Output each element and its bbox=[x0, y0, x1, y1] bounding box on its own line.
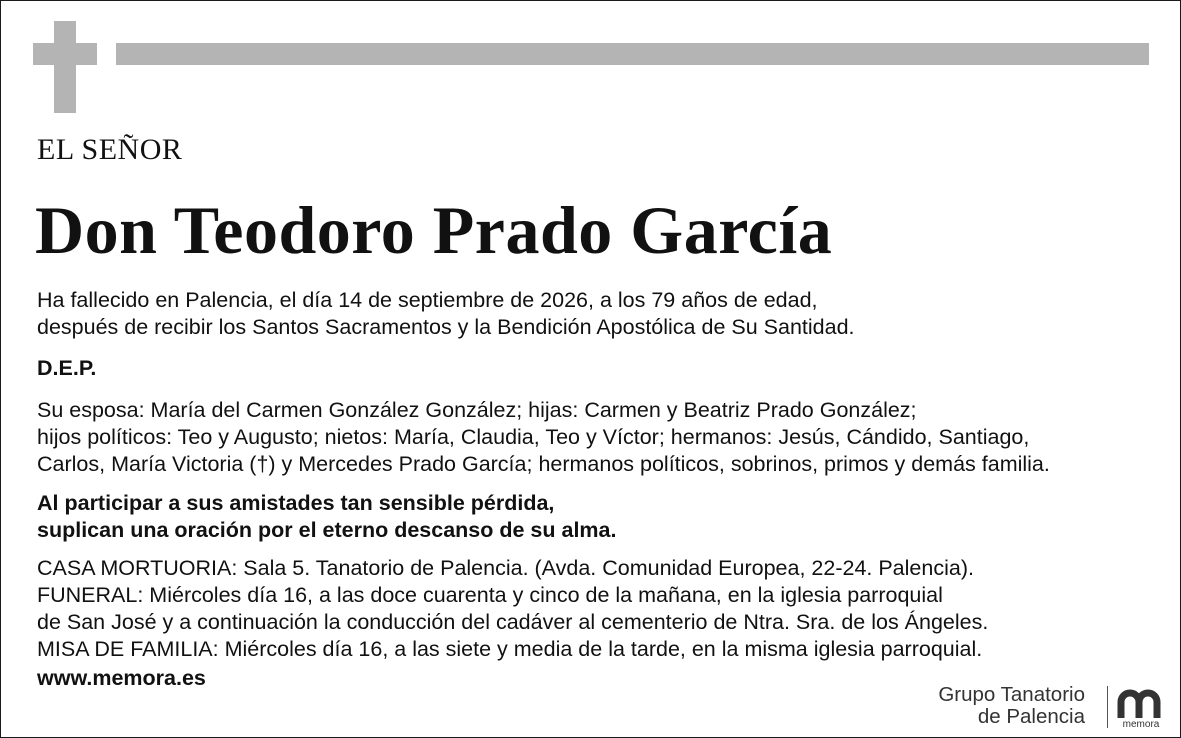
website-link[interactable]: www.memora.es bbox=[37, 666, 206, 690]
prayer-line: suplican una oración por el eterno descanso de su alma. bbox=[37, 518, 617, 542]
funeral-info bbox=[37, 555, 988, 663]
cross-icon bbox=[33, 21, 97, 113]
memora-m-logo-icon bbox=[1115, 686, 1167, 730]
brand-name: memora bbox=[1122, 719, 1160, 730]
funeral-home-logo bbox=[929, 684, 1169, 732]
death-line: después de recibir los Santos Sacramentos y la Bendición Apostólica de Su Santidad. bbox=[37, 315, 855, 339]
death-announcement bbox=[37, 287, 855, 341]
header-bar bbox=[116, 43, 1149, 65]
family-line: Carlos, María Victoria (†) y Mercedes Prado García; hermanos políticos, sobrinos, primos y demás familia. bbox=[37, 452, 1050, 476]
logo-line: Grupo Tanatorio bbox=[938, 683, 1085, 706]
deceased-name: Don Teodoro Prado García bbox=[35, 192, 833, 268]
death-line: Ha fallecido en Palencia, el día 14 de septiembre de 2026, a los 79 años de edad, bbox=[37, 288, 818, 312]
family-line: hijos políticos: Teo y Augusto; nietos: María, Claudia, Teo y Víctor; hermanos: Jesús, Cándido, Santiago, bbox=[37, 425, 1030, 449]
honorific: EL SEÑOR bbox=[37, 133, 183, 166]
info-line: de San José y a continuación la conducción del cadáver al cementerio de Ntra. Sra. de los Ángeles. bbox=[37, 610, 989, 634]
prayer-request bbox=[37, 490, 616, 544]
logo-divider bbox=[1107, 686, 1108, 728]
family-line: Su esposa: María del Carmen González González; hijas: Carmen y Beatriz Prado González; bbox=[37, 398, 917, 422]
logo-text bbox=[938, 684, 1085, 728]
prayer-line: Al participar a sus amistades tan sensible pérdida, bbox=[37, 491, 555, 515]
info-line: CASA MORTUORIA: Sala 5. Tanatorio de Palencia. (Avda. Comunidad Europea, 22-24. Palencia). bbox=[37, 556, 974, 580]
logo-line: de Palencia bbox=[977, 705, 1085, 728]
rip-label: D.E.P. bbox=[37, 356, 97, 380]
family-list bbox=[37, 397, 1050, 478]
info-line: MISA DE FAMILIA: Miércoles día 16, a las siete y media de la tarde, en la misma iglesia parroquial. bbox=[37, 637, 983, 661]
info-line: FUNERAL: Miércoles día 16, a las doce cuarenta y cinco de la mañana, en la iglesia parroquial bbox=[37, 583, 943, 607]
